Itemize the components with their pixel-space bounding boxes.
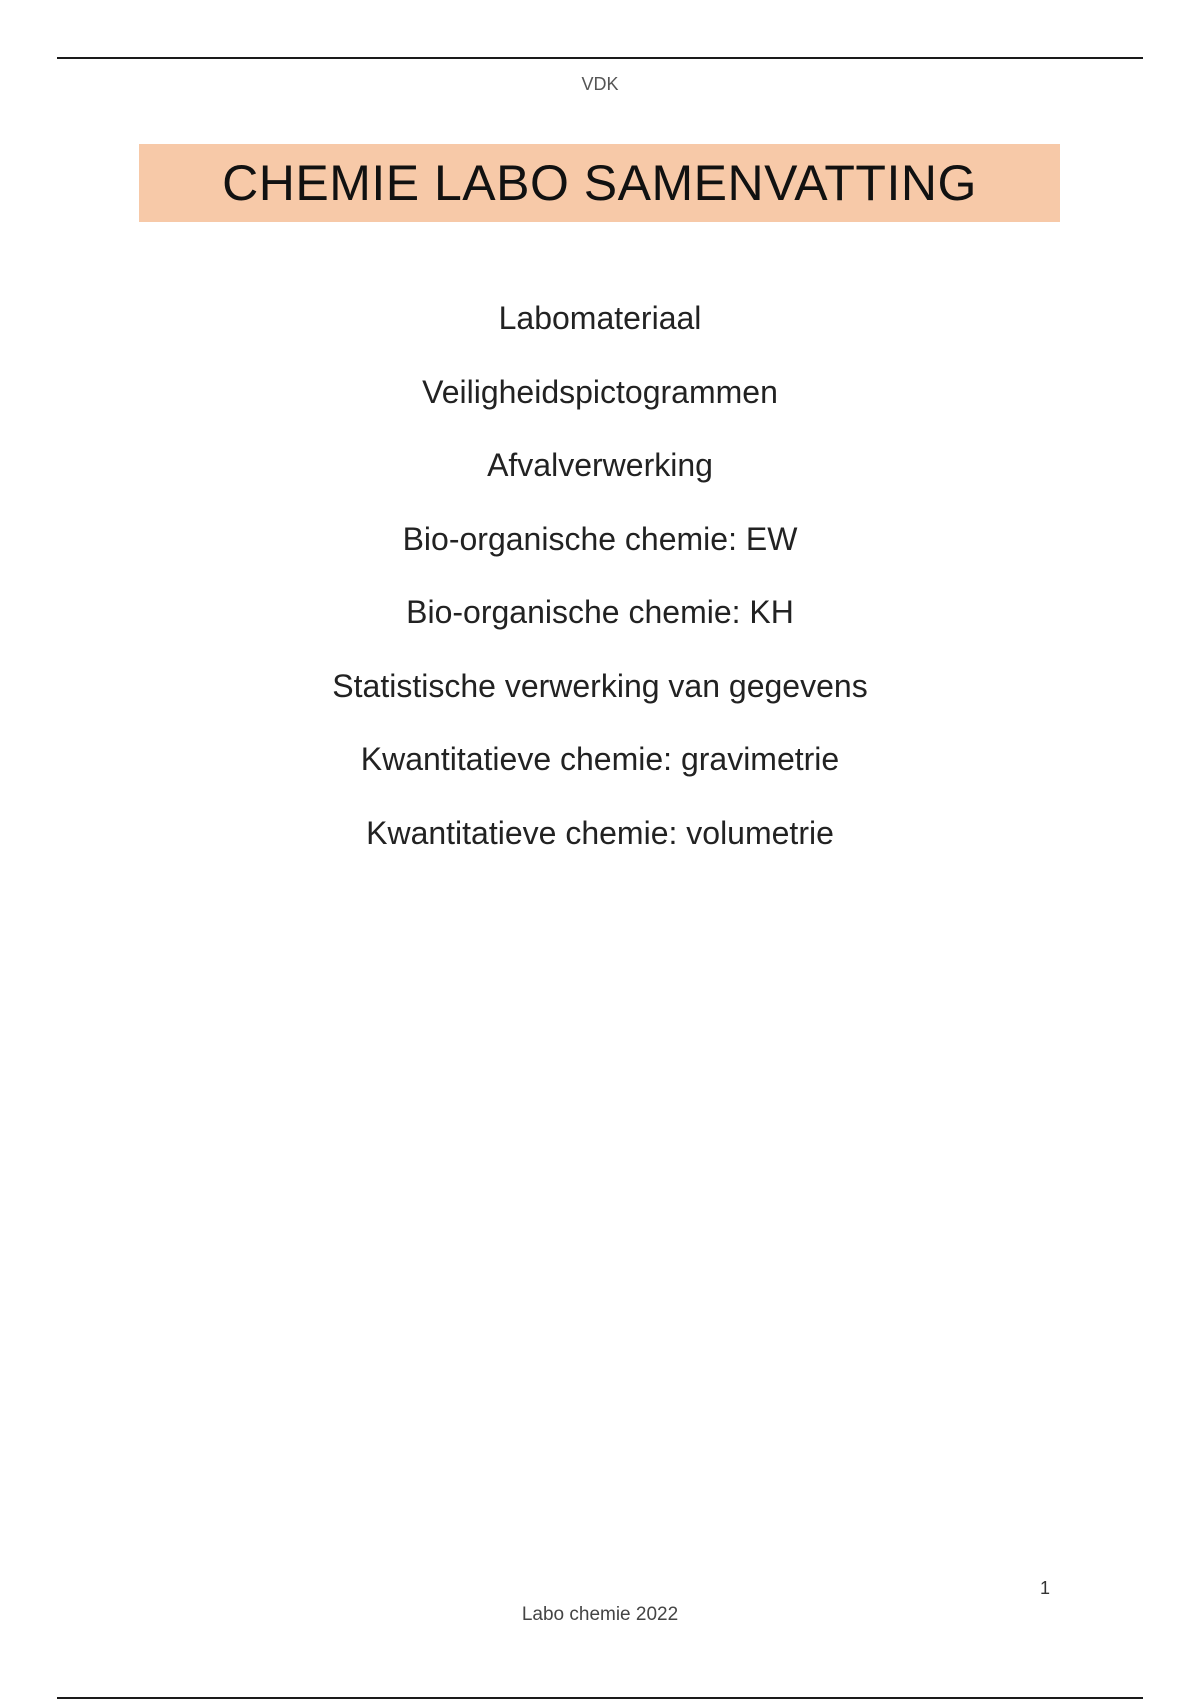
header-label: VDK [581,74,619,94]
toc-item-bio-organische-kh: Bio-organische chemie: KH [406,594,794,630]
toc-item-veiligheidspictogrammen: Veiligheidspictogrammen [422,373,778,410]
document-title: CHEMIE LABO SAMENVATTING [222,155,977,211]
toc-item-afvalverwerking: Afvalverwerking [487,447,713,483]
footer-label: Labo chemie 2022 [521,1604,679,1625]
title-banner [139,144,1060,222]
toc-item-volumetrie: Kwantitatieve chemie: volumetrie [366,814,834,851]
header-rule [57,57,1143,59]
page-number: 1 [1040,1578,1051,1598]
toc-item-statistische-verwerking: Statistische verwerking van gegevens [332,667,868,704]
table-of-contents [0,295,1200,883]
toc-item-gravimetrie: Kwantitatieve chemie: gravimetrie [360,741,840,777]
toc-item-labomateriaal: Labomateriaal [498,300,702,336]
footer-rule [57,1697,1143,1699]
toc-item-bio-organische-ew: Bio-organische chemie: EW [402,520,798,557]
